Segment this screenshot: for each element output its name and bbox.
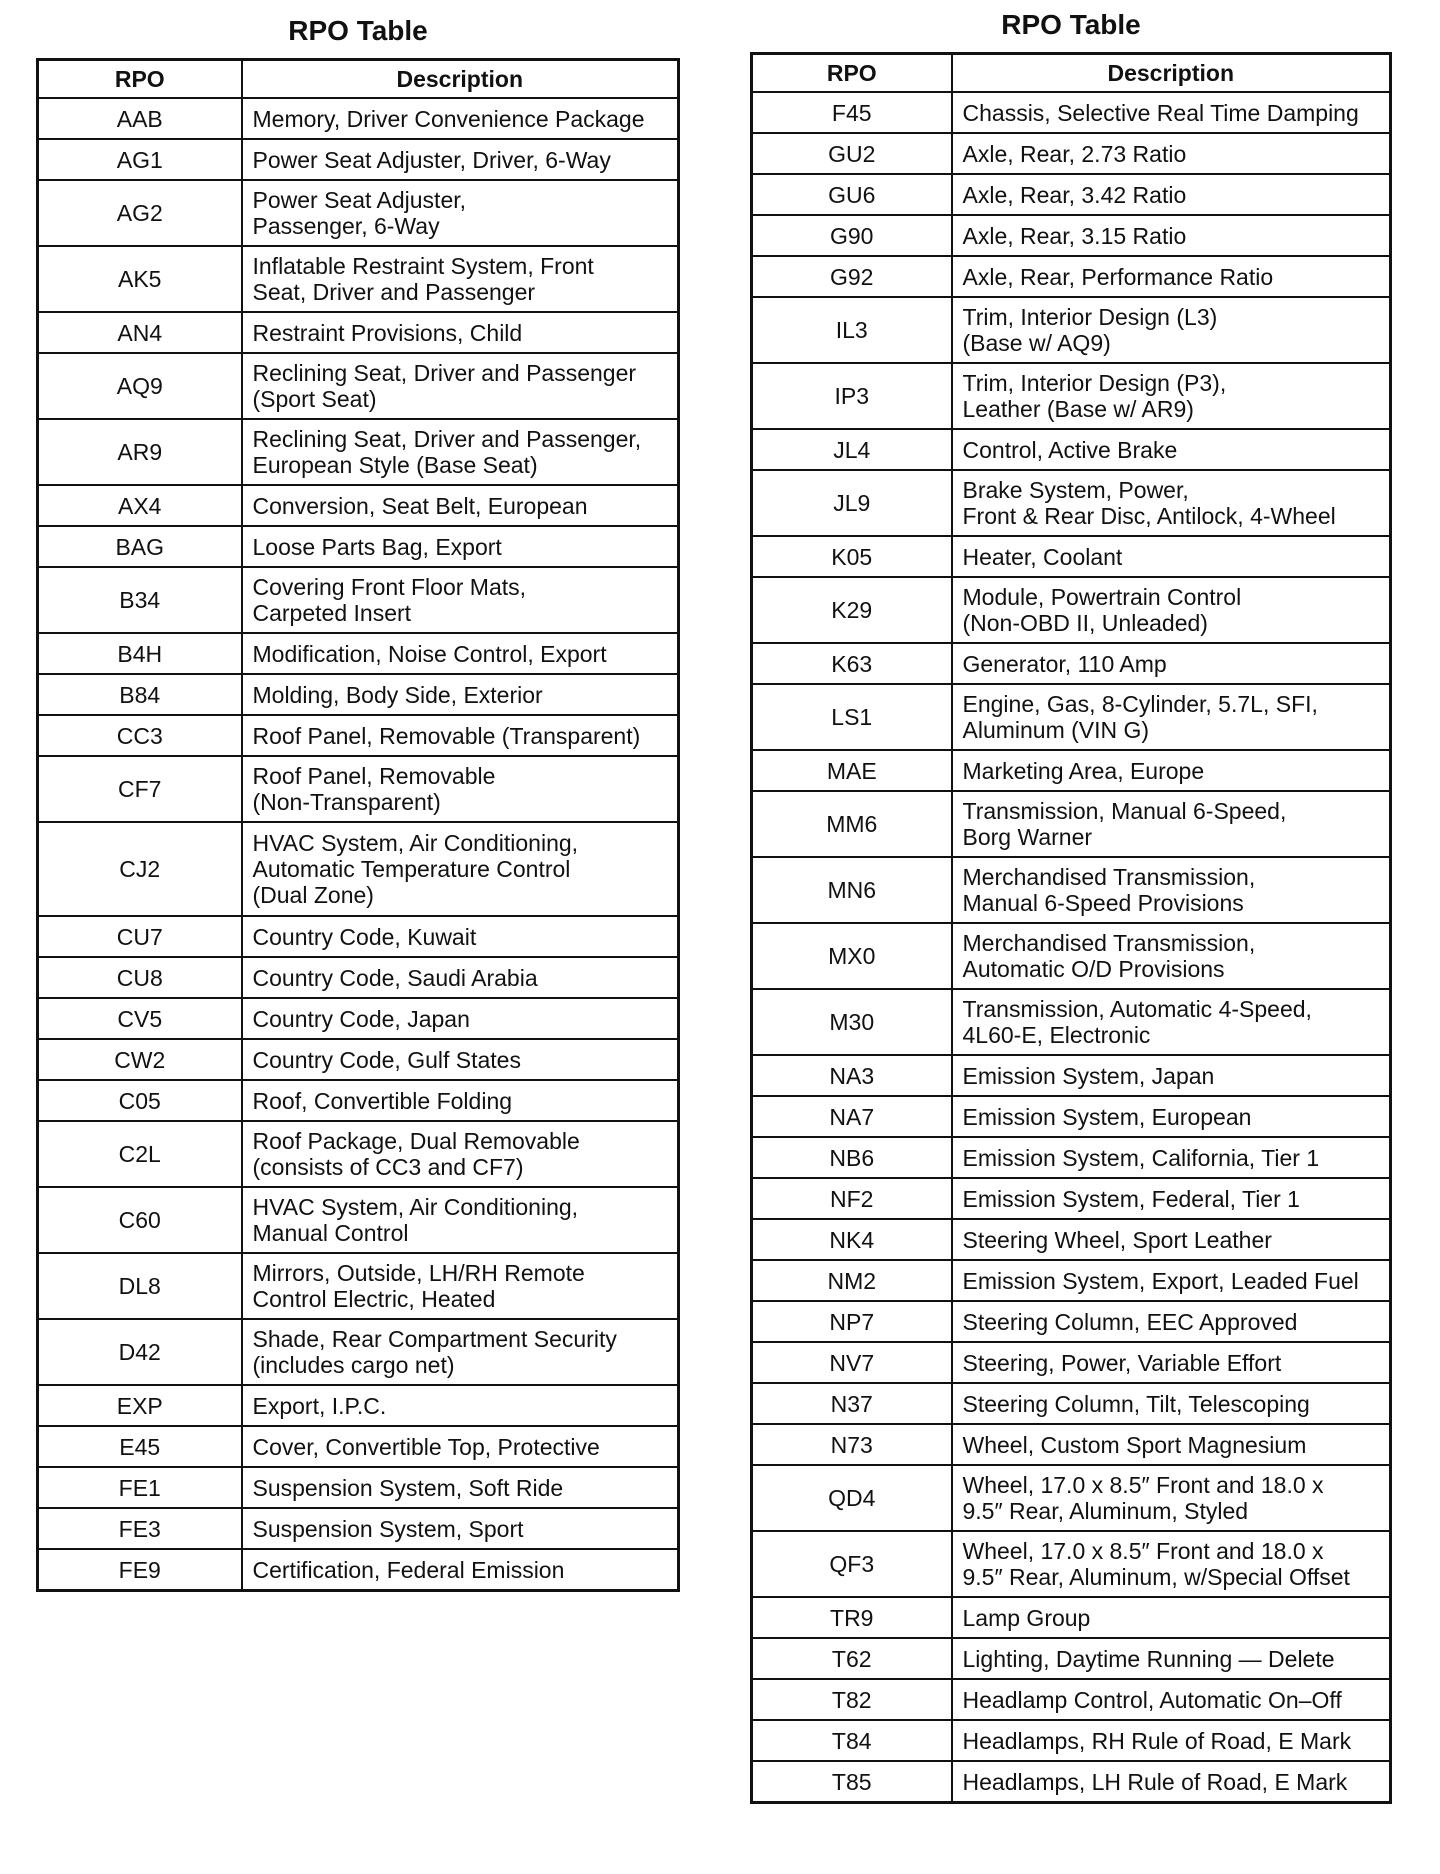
rpo-code-cell: AK5 [38, 246, 242, 312]
table-row [752, 1465, 1391, 1531]
description-cell: Axle, Rear, 3.15 Ratio [952, 215, 1391, 256]
description-cell: Chassis, Selective Real Time Damping [952, 92, 1391, 133]
table-row [38, 353, 679, 419]
rpo-code-cell: T62 [752, 1638, 952, 1679]
rpo-code-cell: B84 [38, 674, 242, 715]
description-column-header: Description [242, 60, 679, 99]
description-cell: Emission System, European [952, 1096, 1391, 1137]
rpo-code-cell: GU6 [752, 174, 952, 215]
table-row [752, 1638, 1391, 1679]
left-table-body [38, 98, 679, 1591]
table-row [38, 1319, 679, 1385]
description-cell: Steering Column, Tilt, Telescoping [952, 1383, 1391, 1424]
rpo-code-cell: B4H [38, 633, 242, 674]
table-row [752, 363, 1391, 429]
rpo-code-cell: N37 [752, 1383, 952, 1424]
rpo-code-cell: IL3 [752, 297, 952, 363]
rpo-code-cell: AAB [38, 98, 242, 139]
description-cell: Reclining Seat, Driver and Passenger, European Style (Base Seat) [242, 419, 679, 485]
table-row [38, 567, 679, 633]
rpo-code-cell: QF3 [752, 1531, 952, 1597]
table-row [38, 485, 679, 526]
table-row [38, 1039, 679, 1080]
rpo-code-cell: NA3 [752, 1055, 952, 1096]
rpo-code-cell: LS1 [752, 684, 952, 750]
description-cell: Restraint Provisions, Child [242, 312, 679, 353]
description-cell: Suspension System, Sport [242, 1508, 679, 1549]
rpo-column-header: RPO [752, 54, 952, 93]
description-cell: Axle, Rear, 3.42 Ratio [952, 174, 1391, 215]
rpo-code-cell: CJ2 [38, 822, 242, 916]
right-table-title: RPO Table [1001, 9, 1141, 40]
rpo-code-cell: M30 [752, 989, 952, 1055]
rpo-code-cell: FE1 [38, 1467, 242, 1508]
rpo-code-cell: MM6 [752, 791, 952, 857]
description-cell: Headlamps, LH Rule of Road, E Mark [952, 1761, 1391, 1803]
description-cell: Power Seat Adjuster, Driver, 6-Way [242, 139, 679, 180]
description-cell: Engine, Gas, 8-Cylinder, 5.7L, SFI, Aluminum (VIN G) [952, 684, 1391, 750]
rpo-code-cell: CU7 [38, 916, 242, 957]
rpo-code-cell: N73 [752, 1424, 952, 1465]
rpo-code-cell: NF2 [752, 1178, 952, 1219]
rpo-code-cell: NM2 [752, 1260, 952, 1301]
description-cell: Transmission, Manual 6-Speed, Borg Warner [952, 791, 1391, 857]
table-row [752, 1137, 1391, 1178]
table-row [752, 174, 1391, 215]
description-cell: Shade, Rear Compartment Security (includes cargo net) [242, 1319, 679, 1385]
description-cell: Wheel, 17.0 x 8.5″ Front and 18.0 x 9.5″ Rear, Aluminum, Styled [952, 1465, 1391, 1531]
rpo-code-cell: EXP [38, 1385, 242, 1426]
left-rpo-table [36, 58, 680, 1592]
table-row [752, 1761, 1391, 1803]
table-row [752, 750, 1391, 791]
table-row [38, 180, 679, 246]
table-row [752, 1679, 1391, 1720]
description-cell: Country Code, Gulf States [242, 1039, 679, 1080]
rpo-code-cell: T82 [752, 1679, 952, 1720]
table-row [752, 1342, 1391, 1383]
rpo-code-cell: T84 [752, 1720, 952, 1761]
table-row [752, 133, 1391, 174]
rpo-code-cell: K29 [752, 577, 952, 643]
rpo-code-cell: AN4 [38, 312, 242, 353]
rpo-code-cell: TR9 [752, 1597, 952, 1638]
table-row [752, 791, 1391, 857]
table-row [38, 1467, 679, 1508]
description-cell: Steering, Power, Variable Effort [952, 1342, 1391, 1383]
rpo-code-cell: MX0 [752, 923, 952, 989]
rpo-code-cell: MN6 [752, 857, 952, 923]
table-row [752, 857, 1391, 923]
table-row [38, 998, 679, 1039]
rpo-code-cell: JL4 [752, 429, 952, 470]
rpo-code-cell: MAE [752, 750, 952, 791]
description-cell: Emission System, Federal, Tier 1 [952, 1178, 1391, 1219]
table-row [752, 92, 1391, 133]
table-row [752, 989, 1391, 1055]
description-cell: Axle, Rear, Performance Ratio [952, 256, 1391, 297]
rpo-code-cell: AG1 [38, 139, 242, 180]
rpo-code-cell: C05 [38, 1080, 242, 1121]
rpo-code-cell: G90 [752, 215, 952, 256]
table-row [752, 1424, 1391, 1465]
description-cell: Modification, Noise Control, Export [242, 633, 679, 674]
rpo-code-cell: AG2 [38, 180, 242, 246]
description-cell: Module, Powertrain Control (Non-OBD II, Unleaded) [952, 577, 1391, 643]
description-cell: HVAC System, Air Conditioning, Manual Control [242, 1187, 679, 1253]
description-cell: Country Code, Japan [242, 998, 679, 1039]
description-cell: Conversion, Seat Belt, European [242, 485, 679, 526]
table-row [752, 1597, 1391, 1638]
rpo-code-cell: B34 [38, 567, 242, 633]
description-cell: Control, Active Brake [952, 429, 1391, 470]
description-cell: Molding, Body Side, Exterior [242, 674, 679, 715]
table-row [752, 1531, 1391, 1597]
table-row [38, 312, 679, 353]
description-cell: Country Code, Kuwait [242, 916, 679, 957]
table-row [38, 1080, 679, 1121]
header-row [752, 54, 1391, 93]
table-row [752, 1178, 1391, 1219]
rpo-code-cell: CW2 [38, 1039, 242, 1080]
rpo-code-cell: BAG [38, 526, 242, 567]
description-cell: Reclining Seat, Driver and Passenger (Sport Seat) [242, 353, 679, 419]
left-rpo-table-section [36, 14, 680, 1592]
description-cell: Trim, Interior Design (L3) (Base w/ AQ9) [952, 297, 1391, 363]
rpo-code-cell: JL9 [752, 470, 952, 536]
table-row [38, 1426, 679, 1467]
table-row [38, 526, 679, 567]
table-row [38, 674, 679, 715]
rpo-column-header: RPO [38, 60, 242, 99]
table-row [752, 1301, 1391, 1342]
description-cell: Emission System, Export, Leaded Fuel [952, 1260, 1391, 1301]
rpo-code-cell: AQ9 [38, 353, 242, 419]
description-cell: Merchandised Transmission, Automatic O/D Provisions [952, 923, 1391, 989]
description-cell: Headlamps, RH Rule of Road, E Mark [952, 1720, 1391, 1761]
description-cell: Roof, Convertible Folding [242, 1080, 679, 1121]
table-row [38, 916, 679, 957]
description-cell: Roof Package, Dual Removable (consists of CC3 and CF7) [242, 1121, 679, 1187]
rpo-code-cell: AX4 [38, 485, 242, 526]
rpo-code-cell: CC3 [38, 715, 242, 756]
description-cell: Transmission, Automatic 4-Speed, 4L60-E, Electronic [952, 989, 1391, 1055]
table-row [752, 923, 1391, 989]
table-row [38, 1385, 679, 1426]
table-row [752, 1260, 1391, 1301]
description-cell: HVAC System, Air Conditioning, Automatic Temperature Control (Dual Zone) [242, 822, 679, 916]
description-cell: Loose Parts Bag, Export [242, 526, 679, 567]
description-cell: Emission System, Japan [952, 1055, 1391, 1096]
rpo-code-cell: F45 [752, 92, 952, 133]
right-rpo-table [750, 52, 1392, 1804]
description-cell: Wheel, 17.0 x 8.5″ Front and 18.0 x 9.5″ Rear, Aluminum, w/Special Offset [952, 1531, 1391, 1597]
rpo-code-cell: CV5 [38, 998, 242, 1039]
description-cell: Axle, Rear, 2.73 Ratio [952, 133, 1391, 174]
rpo-code-cell: C60 [38, 1187, 242, 1253]
rpo-code-cell: QD4 [752, 1465, 952, 1531]
table-row [752, 429, 1391, 470]
description-cell: Headlamp Control, Automatic On–Off [952, 1679, 1391, 1720]
rpo-code-cell: DL8 [38, 1253, 242, 1319]
table-row [38, 957, 679, 998]
rpo-code-cell: E45 [38, 1426, 242, 1467]
table-row [38, 98, 679, 139]
rpo-code-cell: C2L [38, 1121, 242, 1187]
rpo-code-cell: NA7 [752, 1096, 952, 1137]
table-row [38, 633, 679, 674]
description-cell: Brake System, Power, Front & Rear Disc, Antilock, 4-Wheel [952, 470, 1391, 536]
right-table-body [752, 92, 1391, 1803]
rpo-code-cell: NP7 [752, 1301, 952, 1342]
rpo-code-cell: IP3 [752, 363, 952, 429]
description-cell: Roof Panel, Removable (Transparent) [242, 715, 679, 756]
table-row [752, 1055, 1391, 1096]
description-cell: Memory, Driver Convenience Package [242, 98, 679, 139]
table-row [752, 470, 1391, 536]
table-row [38, 756, 679, 822]
description-cell: Roof Panel, Removable (Non-Transparent) [242, 756, 679, 822]
left-table-title: RPO Table [288, 15, 428, 46]
rpo-code-cell: D42 [38, 1319, 242, 1385]
description-cell: Steering Column, EEC Approved [952, 1301, 1391, 1342]
rpo-code-cell: FE9 [38, 1549, 242, 1591]
table-row [752, 643, 1391, 684]
rpo-code-cell: FE3 [38, 1508, 242, 1549]
description-cell: Lamp Group [952, 1597, 1391, 1638]
rpo-code-cell: K63 [752, 643, 952, 684]
table-row [752, 256, 1391, 297]
description-cell: Export, I.P.C. [242, 1385, 679, 1426]
rpo-code-cell: GU2 [752, 133, 952, 174]
description-column-header: Description [952, 54, 1391, 93]
table-row [752, 1219, 1391, 1260]
table-row [752, 577, 1391, 643]
table-row [38, 246, 679, 312]
description-cell: Suspension System, Soft Ride [242, 1467, 679, 1508]
description-cell: Heater, Coolant [952, 536, 1391, 577]
rpo-code-cell: AR9 [38, 419, 242, 485]
right-rpo-table-section [750, 8, 1392, 1804]
rpo-code-cell: NK4 [752, 1219, 952, 1260]
rpo-code-cell: G92 [752, 256, 952, 297]
description-cell: Steering Wheel, Sport Leather [952, 1219, 1391, 1260]
description-cell: Country Code, Saudi Arabia [242, 957, 679, 998]
description-cell: Trim, Interior Design (P3), Leather (Base w/ AR9) [952, 363, 1391, 429]
header-row [38, 60, 679, 99]
description-cell: Power Seat Adjuster, Passenger, 6-Way [242, 180, 679, 246]
description-cell: Lighting, Daytime Running — Delete [952, 1638, 1391, 1679]
table-row [38, 139, 679, 180]
table-row [38, 1549, 679, 1591]
rpo-code-cell: NV7 [752, 1342, 952, 1383]
table-row [752, 1383, 1391, 1424]
description-cell: Covering Front Floor Mats, Carpeted Insert [242, 567, 679, 633]
table-row [752, 297, 1391, 363]
table-row [38, 1253, 679, 1319]
description-cell: Cover, Convertible Top, Protective [242, 1426, 679, 1467]
rpo-code-cell: CU8 [38, 957, 242, 998]
table-row [752, 1720, 1391, 1761]
table-row [752, 1096, 1391, 1137]
rpo-code-cell: NB6 [752, 1137, 952, 1178]
table-row [38, 1187, 679, 1253]
rpo-code-cell: K05 [752, 536, 952, 577]
description-cell: Emission System, California, Tier 1 [952, 1137, 1391, 1178]
description-cell: Inflatable Restraint System, Front Seat, Driver and Passenger [242, 246, 679, 312]
description-cell: Certification, Federal Emission [242, 1549, 679, 1591]
rpo-code-cell: CF7 [38, 756, 242, 822]
table-row [752, 215, 1391, 256]
description-cell: Mirrors, Outside, LH/RH Remote Control Electric, Heated [242, 1253, 679, 1319]
table-row [38, 822, 679, 916]
description-cell: Marketing Area, Europe [952, 750, 1391, 791]
description-cell: Wheel, Custom Sport Magnesium [952, 1424, 1391, 1465]
rpo-code-cell: T85 [752, 1761, 952, 1803]
table-row [38, 1508, 679, 1549]
description-cell: Generator, 110 Amp [952, 643, 1391, 684]
table-row [38, 715, 679, 756]
table-row [38, 419, 679, 485]
table-row [752, 684, 1391, 750]
table-row [752, 536, 1391, 577]
description-cell: Merchandised Transmission, Manual 6-Speed Provisions [952, 857, 1391, 923]
table-row [38, 1121, 679, 1187]
